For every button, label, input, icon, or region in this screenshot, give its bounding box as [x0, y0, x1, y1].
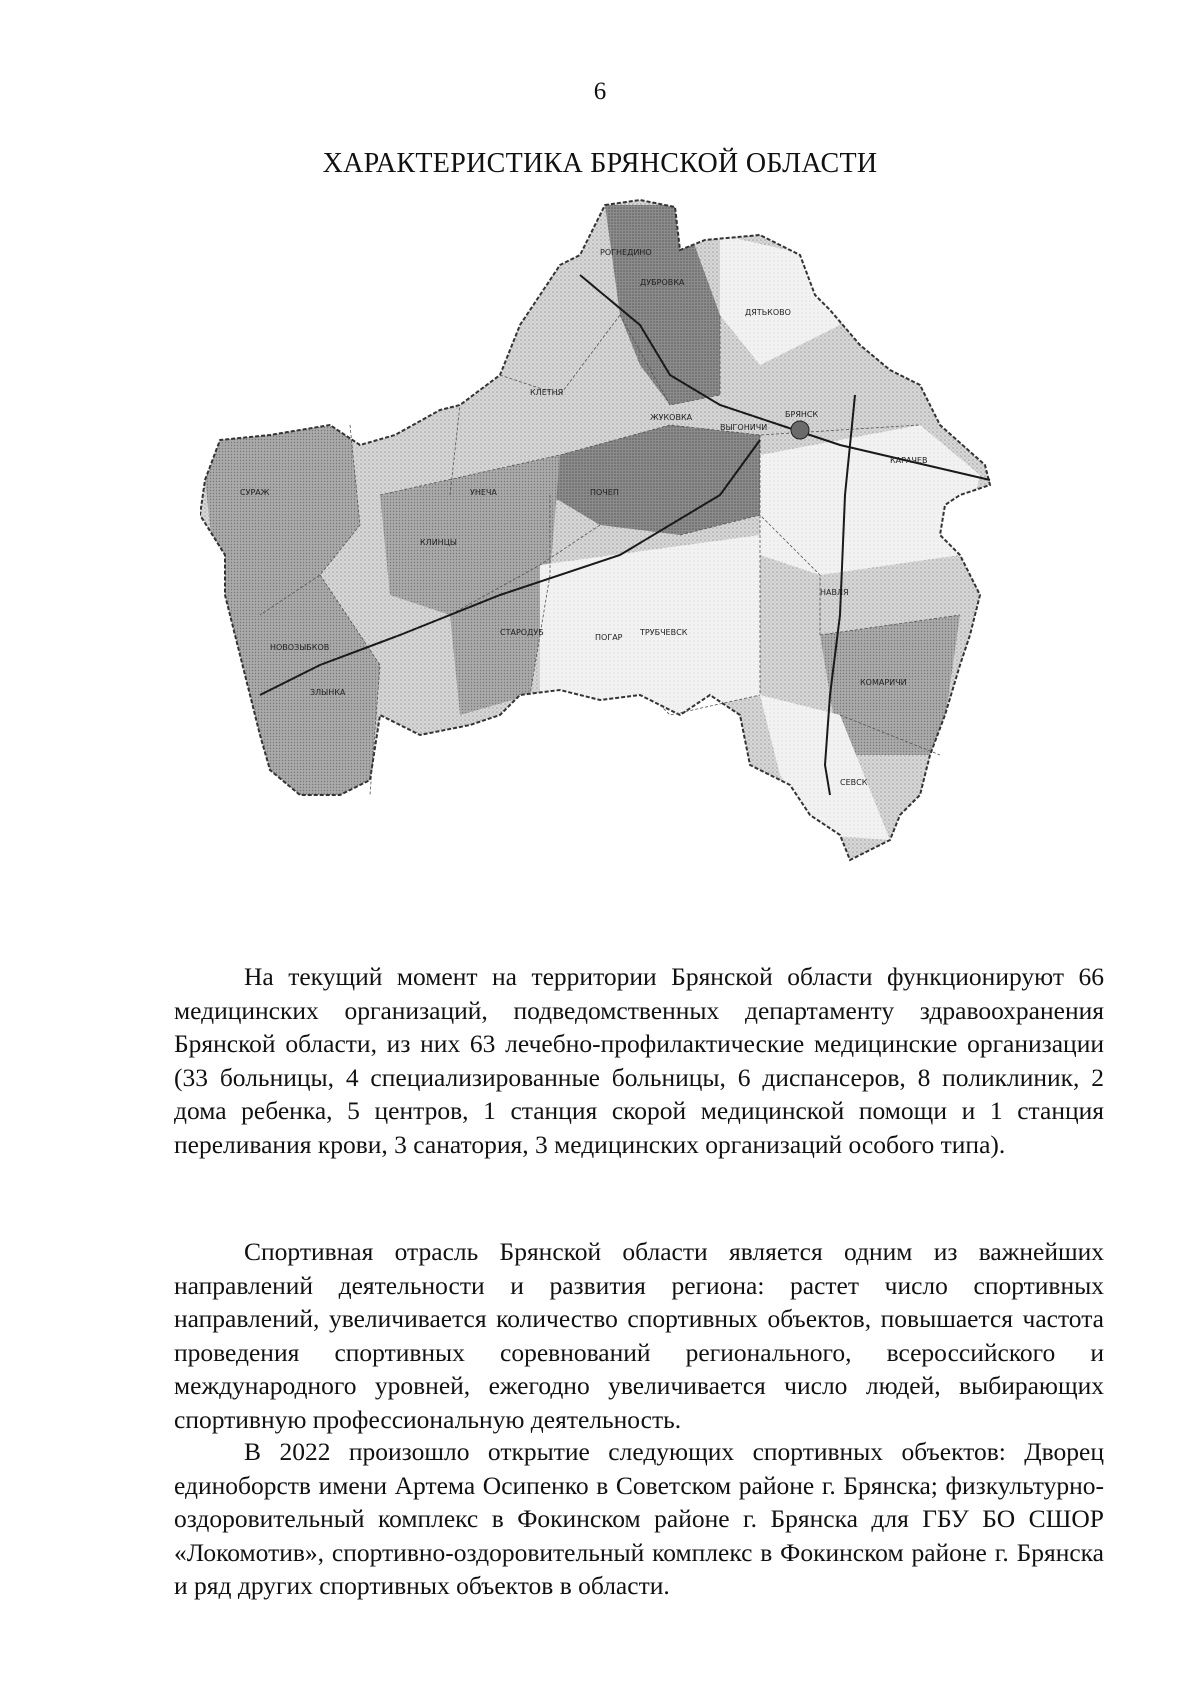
map-label-novozybkov: НОВОЗЫБКОВ	[270, 643, 330, 652]
map-label-bryansk: БРЯНСК	[785, 410, 819, 419]
map-label-sevsk: СЕВСК	[840, 778, 868, 787]
map-label-karachev: КАРАЧЕВ	[890, 456, 928, 465]
map-label-rognedino: РОГНЕДИНО	[600, 248, 652, 257]
page-number: 6	[593, 78, 607, 105]
map-label-pogar: ПОГАР	[595, 633, 623, 642]
map-label-pochep: ПОЧЕП	[590, 488, 619, 497]
paragraph-text: Спортивная отрасль Брянской области является одним из важнейших направлений деятельности и развития региона: растет число спортивных направлений, увеличивается количество спортивных объектов, повышается частота проведения спортивных соревнований регионального, всероссийского и международного уровней, ежегодно увеличивается число людей, выбирающих спортивную профессиональную деятельность.	[174, 1237, 1104, 1434]
map-label-zlynka: ЗЛЫНКА	[310, 688, 346, 697]
document-title: ХАРАКТЕРИСТИКА БРЯНСКОЙ ОБЛАСТИ	[322, 148, 878, 179]
map-label-unecha: УНЕЧА	[470, 488, 497, 497]
map-label-vygonichi: ВЫГОНИЧИ	[720, 423, 768, 432]
map-label-komarichi: КОМАРИЧИ	[860, 678, 907, 687]
bryansk-city-marker	[791, 421, 809, 439]
map-label-dyatkovo: ДЯТЬКОВО	[745, 308, 791, 317]
map-label-starodub: СТАРОДУБ	[500, 628, 544, 637]
paragraph-sports	[174, 1235, 1104, 1436]
map-label-navlya: НАВЛЯ	[820, 588, 849, 597]
map-label-dubrovka: ДУБРОВКА	[640, 278, 685, 287]
paragraph-text: В 2022 произошло открытие следующих спортивных объектов: Дворец единоборств имени Артема Осипенко в Советском районе г. Брянска; физкультурно-оздоровительный комплекс в Фокинском районе г. Брянска для ГБУ БО СШОР «Локомотив», спортивно-оздоровительный комплекс в Фокинском районе г. Брянска и ряд других спортивных объектов в области.	[174, 1437, 1104, 1600]
map-label-zhukovka: ЖУКОВКА	[650, 413, 693, 422]
map-label-klintsy: КЛИНЦЫ	[420, 538, 457, 547]
bryansk-region-map	[200, 195, 1090, 945]
map-districts	[200, 195, 1090, 945]
paragraph-medical	[174, 960, 1104, 1161]
paragraph-text: На текущий момент на территории Брянской области функционируют 66 медицинских организаций, подведомственных департаменту здравоохранения Брянской области, из них 63 лечебно-профилактические медицинские организации (33 больницы, 4 специализированные больницы, 6 диспансеров, 8 поликлиник, 2 дома ребенка, 5 центров, 1 станция скорой медицинской помощи и 1 станция переливания крови, 3 санатория, 3 медицинских организаций особого типа).	[174, 962, 1104, 1159]
map-label-kletnya: КЛЕТНЯ	[530, 388, 564, 397]
paragraph-new-facilities	[174, 1435, 1104, 1603]
map-label-surazh: СУРАЖ	[240, 488, 270, 497]
map-label-trubchevsk: ТРУБЧЕВСК	[640, 628, 688, 637]
